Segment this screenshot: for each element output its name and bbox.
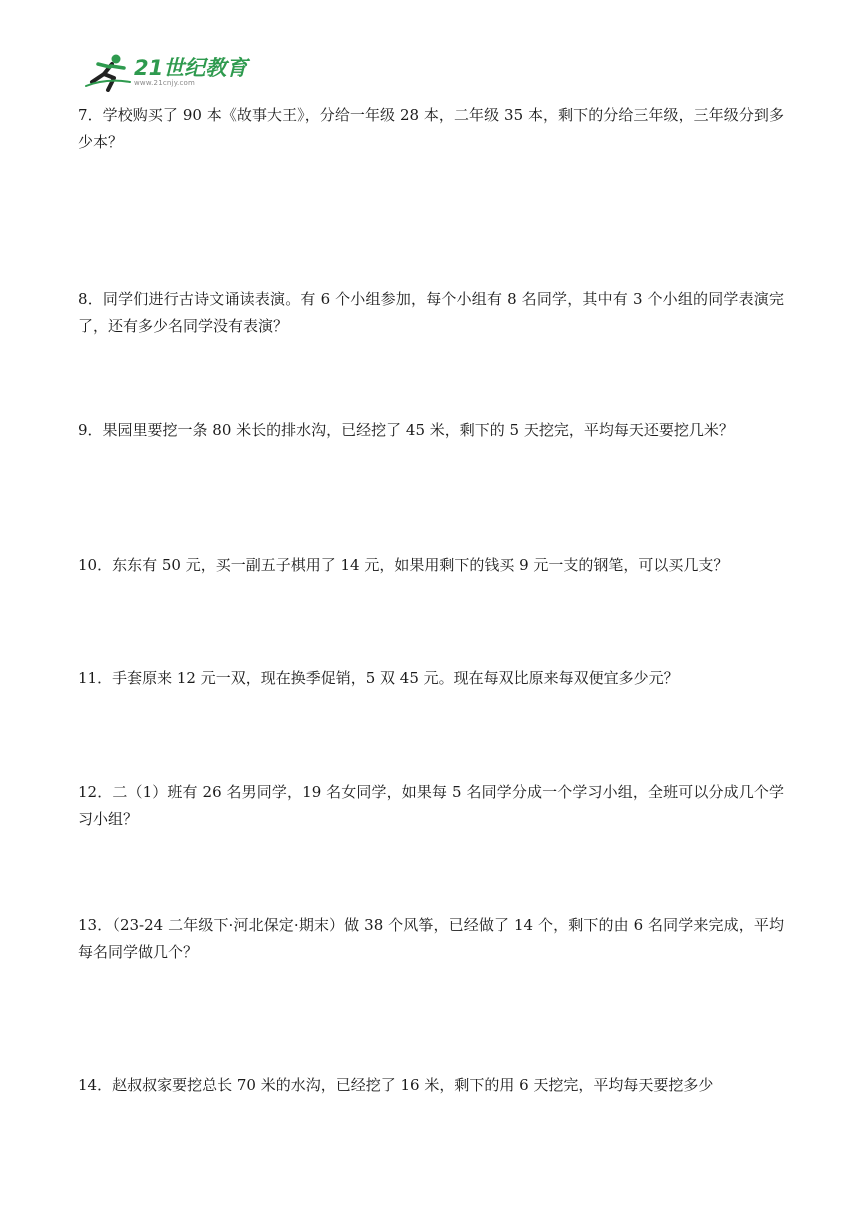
brand-logo (84, 52, 264, 92)
runner-icon (84, 52, 132, 92)
question-10: 10．东东有 50 元，买一副五子棋用了 14 元，如果用剩下的钱买 9 元一支的钢笔，可以买几支？ (78, 556, 729, 574)
question-9: 9．果园里要挖一条 80 米长的排水沟，已经挖了 45 米，剩下的 5 天挖完，平均每天还要挖几米？ (78, 421, 734, 439)
question-11: 11．手套原来 12 元一双，现在换季促销，5 双 45 元。现在每双比原来每双便宜多少元？ (78, 669, 679, 687)
question-12: 12．二（1）班有 26 名男同学，19 名女同学，如果每 5 名同学分成一个学习小组，全班可以分成几个学习小组？ (78, 783, 784, 828)
question-8: 8．同学们进行古诗文诵读表演。有 6 个小组参加，每个小组有 8 名同学，其中有 3 个小组的同学表演完了，还有多少名同学没有表演？ (78, 290, 784, 335)
question-14: 14．赵叔叔家要挖总长 70 米的水沟，已经挖了 16 米，剩下的用 6 天挖完，平均每天要挖多少 (78, 1076, 714, 1094)
question-13: 13．（23-24 二年级下·河北保定·期末）做 38 个风筝，已经做了 14 个，剩下的由 6 名同学来完成，平均每名同学做几个？ (78, 916, 784, 961)
logo-text: 21世纪教育 (134, 56, 248, 80)
logo-url: www.21cnjy.com (134, 79, 196, 87)
question-7: 7．学校购买了 90 本《故事大王》，分给一年级 28 本，二年级 35 本，剩下的分给三年级，三年级分到多少本？ (78, 106, 784, 151)
